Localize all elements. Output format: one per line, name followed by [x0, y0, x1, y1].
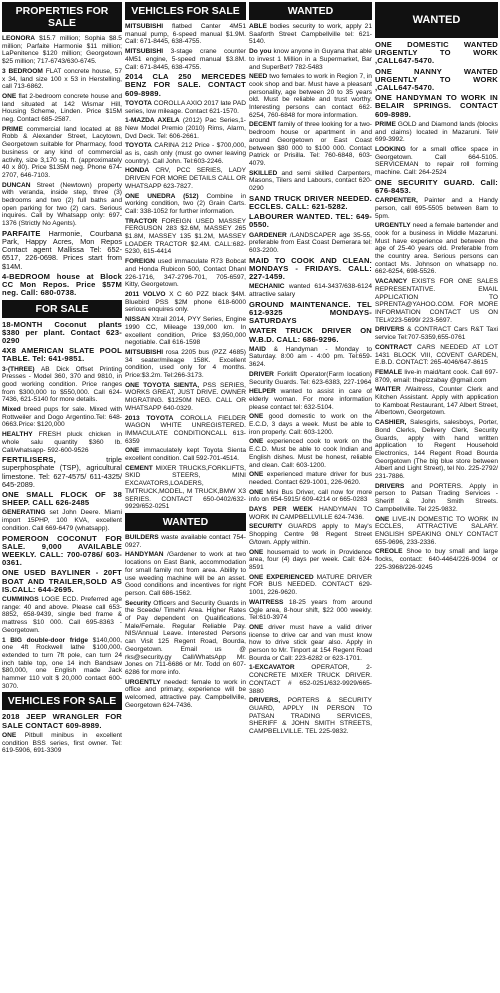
ad-body: Combine in working condition, two (2) Grain Carts. Call: 338-1052 for further information.: [125, 192, 246, 215]
classified-ad: [375, 344, 498, 367]
classified-ad: [2, 68, 122, 91]
classified-ad: [2, 126, 122, 180]
ad-body: /Waitress, Counter Clerk and Kitchen Assistant. Apply with application to Kamboat Restaurant, 147 Albert Street, Albertown, Georgetown.: [375, 386, 498, 417]
ad-body: /LANDSCAPER age 35-55, preferable from East Coast Demerara tel: 603-2200.: [249, 231, 372, 254]
ad-headline: ONE HANDYMAN TO WORK IN BELAIR SPRINGS. CONTACT 609-8989.: [375, 93, 498, 119]
classified-ad: [249, 549, 372, 572]
classified-ad: [249, 73, 372, 119]
classified-ad: [249, 599, 372, 622]
ad-headline: ONE: [249, 488, 264, 496]
ad-body: AB Dick Offset Printing Presses - Model 360, 370 and 9810, in good working condition. Price ranges from $300,000 to $550,000. Call 624-7436, 621-5140 for more details.: [2, 365, 122, 404]
section-header: WANTED: [375, 2, 498, 38]
ad-body: (2012) Pac Series,1- New Model Premio (2010) Rims, Alarm, Dvd Deck. Tel: 606-2661.: [125, 117, 246, 140]
classified-ad: [2, 35, 122, 66]
ad-headline: DRIVER: [249, 370, 274, 378]
classified-ad: [249, 664, 372, 695]
column-1: [2, 0, 122, 993]
classified-ad: [2, 366, 122, 405]
ad-headline: MAID TO COOK AND CLEAN. MONDAYS - FRIDAYS. CALL: 227-1459.: [249, 255, 372, 282]
classified-ad: [125, 291, 246, 314]
classified-ad: [375, 179, 498, 195]
ad-body: 3-stage crane counter 4M51 engine, 5-speed manual $3.8M. Call: 671-8445, 638-4755.: [125, 48, 246, 71]
classified-ad: [375, 386, 498, 417]
classified-ad: [125, 117, 246, 140]
ad-body: needed: female to work in office and primary, experience will be welcomed, attractive pay. Campbellville, Georgetown 624-7436.: [125, 678, 246, 709]
ad-headline: PARFAITE: [2, 228, 41, 238]
ad-headline: ONE: [249, 623, 264, 631]
classified-ad: [2, 347, 122, 363]
ad-headline: 1-EXCAVATOR: [249, 664, 295, 672]
classified-ad: [2, 596, 122, 635]
ad-body: FOREIGN USED MASSEY FERGUSON 283 $2.6M, MASSEY 265 $1.8M, MASSEY 135 $1.2M, MASSEY LOADER TRACTOR $2.4M. CALL:682-5230, 615-4414: [125, 217, 246, 256]
ad-headline: ONE: [125, 447, 140, 455]
ad-body: COROLLA AXIO 2017 late PAD series, low mileage. Contact 621-1570.: [125, 99, 246, 115]
classified-ad: [125, 193, 246, 216]
ad-headline: URGENTLY: [375, 222, 411, 230]
ad-headline: ONE: [2, 92, 17, 100]
classified-ad: [2, 431, 122, 454]
ad-headline: SECURITY: [249, 523, 283, 531]
ad-headline: FERTILISERS,: [2, 455, 56, 465]
ad-body: know anyone in Guyana that able to invest 1 Million in a Supermarket, Bar and SuperBet? 782-5483: [249, 48, 372, 71]
ad-headline: ONE: [249, 471, 264, 479]
ad-body: waste available contact 754-0927.: [125, 533, 246, 549]
ad-headline: HANDYMAN: [125, 551, 164, 559]
ad-body: GUARDS apply to May's Shopping Centre 98 Regent Street G/town. Apply within.: [249, 523, 372, 546]
ad-headline: SKILLED: [249, 169, 278, 177]
classified-ad: [375, 68, 498, 93]
ad-headline: ONE SECURITY GUARD. Call: 676-8453.: [375, 177, 498, 195]
ad-headline: ABLE: [249, 23, 267, 30]
ad-headline: FEMALE: [375, 368, 403, 376]
ad-headline: DRIVERS: [375, 482, 405, 490]
ad-body: bodies security to work, apply 21 Saaforth Street Campbellville tel: 621-5140.: [249, 23, 372, 46]
classified-ad: [125, 167, 246, 190]
classified-ad: [2, 491, 122, 507]
ad-headline: DRIVERS,: [249, 697, 281, 705]
ad-body: family of three looking for a two-bedroom house or apartment in and around Georgetown or East Coast between $80 000 to $100 000. Contact Patrick or Prisilla. Tel: 760-6848, 603-4079.: [249, 121, 372, 167]
ad-body: used immaculate R73 Bobcat and Honda Rubicon 500, Contact Dhanl 226-1716, 347-2796-701, 705-6597, Kitty, Georgetown.: [125, 258, 246, 289]
ad-headline: MAID: [249, 345, 266, 353]
ad-body: OPERATOR, 2- CONCRETE MIXER TRUCK DRIVER. CONTACT # 652-0251/632-9929/665-3880: [249, 664, 372, 695]
ad-headline: WATER TRUCK DRIVER ON W.B.D. CALL: 686-9296.: [249, 326, 372, 344]
classified-ad: [125, 23, 246, 46]
classified-ad: [125, 534, 246, 549]
section-header: FOR SALE: [2, 300, 122, 318]
classified-ad: [125, 218, 246, 257]
ad-body: GOLD and Diamond lands (blocks and claims) located in Mazaruni. Tel# 699-3992.: [375, 120, 498, 144]
ad-headline: Security: [125, 599, 152, 607]
classified-ad: [249, 438, 372, 469]
classified-ad: [375, 121, 498, 144]
classified-ad: [249, 471, 372, 486]
classified-ad: [375, 516, 498, 547]
classified-ad: [125, 316, 246, 347]
ad-headline: 4-BEDROOM house at Block CC Mon Repos. Price $57M neg. Call: 680-0738.: [2, 271, 122, 298]
ad-headline: MITSUBISHI: [125, 23, 164, 30]
ad-body: flatbed Canter 4M51 manual pump, 6-speed manual $1.9M. Call: 671-8445, 638-4755.: [125, 23, 246, 46]
ad-body: and semi skilled Carpenters, Masons, Tilers and Labours, contact 620-0290: [249, 169, 372, 193]
classified-ad: [375, 197, 498, 220]
ad-body: commercial land located at 88 Robb & Alexander Street, Lacytown, Georgetown suitable for Pharmacy, food business or any kind of commercial activity, size 3,170 sq. ft. (approximately 40 x 80). Price $135M neg. Phone 674-2707, 646-7103.: [2, 125, 122, 179]
ad-headline: NEED: [249, 73, 268, 81]
ad-body: for a small office space in Georgetown. Call 664-5105. SERVICEMAN to repair roll forming machine. Call: 264-2524: [375, 145, 498, 177]
ad-headline: HEALTHY: [2, 431, 33, 439]
classified-ad: [249, 257, 372, 282]
classified-ad: [2, 509, 122, 532]
ad-headline: HELPER: [249, 388, 276, 396]
classified-ad: [375, 548, 498, 571]
ad-body: need a female bartender and cook for a business in Middle Mazaruni. Must have experience and between the age of 25-40 years old. Preferable from the country area. Serious persons can contact Ms. Johnson on whatsapp no. 662-6254, 698-5526.: [375, 222, 498, 276]
ad-headline: Mixed: [2, 406, 21, 414]
ad-headline: VACANCY: [375, 278, 408, 286]
ad-body: 18-25 years from around Ogle area, 8-hour shift, $22 000 weekly. Tel:610-3974: [249, 598, 372, 622]
classified-ad: [125, 465, 246, 511]
ad-body: experienced mature driver for bus needed. Contact 629-1001, 226-9620.: [249, 471, 372, 486]
ad-body: immaculately kept Toyota Sienta excellent condition. Call 592-701-4514.: [125, 447, 246, 463]
classified-ad: [2, 732, 122, 755]
ad-headline: ONE TOYOTA SIENTA,: [125, 381, 200, 389]
classified-ad: [249, 213, 372, 229]
ad-headline: 4X8 AMERICAN SLATE POOL TABLE. Tel: 641-9851.: [2, 346, 122, 364]
column-3: [249, 0, 372, 993]
ad-body: Pitbull minibus in excellent condition BSS series, first owner. Tel: 619-5906, 691-3309: [2, 731, 122, 755]
section-header: VEHICLES FOR SALE: [125, 2, 246, 20]
classified-ad: [375, 41, 498, 66]
classified-ad: [375, 222, 498, 276]
ad-body: FLAT concrete house, 57 x 34, land size 100 x 53 in Herstelling, call 713-6862.: [2, 67, 122, 91]
section-header: WANTED: [125, 513, 246, 531]
classified-ad: [125, 349, 246, 380]
ad-headline: ONE DOMESTIC WANTED URGENTLY TO WORK ,CALL647-5470.: [375, 40, 498, 66]
classified-ad: [2, 182, 122, 228]
ad-headline: POMEROON COCONUT FOR SALE. 9,000 AVAILABLE WEEKLY. CALL: 700-0786/ 603-0361.: [2, 533, 122, 568]
ad-body: Forklift Operator(Farm location) Security Guards. Tel: 623-6383, 227-1964: [249, 370, 372, 386]
ad-headline: TOYOTA: [125, 142, 152, 150]
ad-body: /Gardener to work at two locations on East Bank, accommodation for small family not from area. Ability to use weeding machine will be an asset. Good conditions and incentives for right person. Call 686-1562.: [125, 551, 246, 597]
ad-body: live-in maid/tant cook. Call 697-8709, email: thepizzabay @gmail.com: [375, 368, 498, 384]
ad-headline: MITSUBISHI: [125, 48, 164, 56]
ad-headline: 2018 JEEP WRANGLER FOR SALE CONTACT 609-8989.: [2, 712, 122, 730]
ad-headline: CEMENT: [125, 464, 153, 472]
ad-headline: URGENTLY: [125, 678, 161, 686]
ad-headline: MITSUBISHI: [125, 348, 164, 356]
ad-headline: WAITRESS: [249, 598, 284, 606]
ad-headline: CASHIER,: [375, 419, 407, 427]
ad-body: CARINA 212 Price - $700,000, as is, cash only (must go owner leaving country). Call John. Tel:603-2246.: [125, 142, 246, 165]
ad-headline: LEONORA: [2, 35, 35, 42]
classified-ad: [249, 327, 372, 343]
ad-body: two females to work in Region 7, in cook shop and bar. Must have a pleasant personality, age between 20 to 35 years old. Must be reliable and trust worthy. Interesting persons can contact 662-6254, 760-6848 for more information.: [249, 73, 372, 119]
classified-ad: [249, 195, 372, 211]
ad-headline: CARPENTER,: [375, 197, 418, 205]
classified-ad: [2, 273, 122, 298]
ad-headline: TOYOTA: [125, 99, 152, 107]
ad-headline: CREOLE: [375, 548, 403, 556]
ad-headline: ONE: [249, 413, 264, 421]
ad-body: Officers and Security Guards in the Sceede/ Timehri Area. Higher Rates of Pay dependent on Qualifications. Male/Female. Regular Reliable Pay. NIS/Annual Leave. Interested Persons can Visit 125 Regent Road, Bourda, Georgetown. Email us @ rks@security.gy Call/WhatsApp Mr. Jones on 711-6686 or Mr. Todd on 607-6286 for more info.: [125, 599, 246, 676]
ad-body: $140,000, one 4ft Rockwell lathe $100,000, extended to turn 7ft pole, can turn 24 inch table top, one 14 inch Bandsaw $80,000, one English made Jack hammer 110 volt $ 20,000 contact 600-3070.: [2, 636, 122, 690]
ad-headline: 2013 TOYOTA: [125, 414, 174, 422]
classified-ad: [249, 624, 372, 663]
ad-headline: TRACTOR: [125, 217, 158, 225]
ad-body: wanted to assist in care of elderly woman. For more information please contact tel: 632-5104.: [249, 388, 372, 411]
classified-ad: [2, 637, 122, 691]
ad-headline: FOREIGN: [125, 258, 156, 266]
classified-ad: [125, 447, 246, 462]
ad-headline: GARDENER: [249, 231, 287, 239]
ad-headline: 2014 CLA 250 MERCEDES BENZ FOR SALE. CONTACT 609-8989.: [125, 72, 246, 98]
ad-headline: NISSAN: [125, 316, 150, 324]
ad-body: Mini Bus Driver, call now for more info on 654-5915/ 609-4214 or 665-0283: [249, 488, 372, 504]
classified-ad: [375, 146, 498, 177]
ad-body: Street (Newtown) property with veranda, inside step, three (3) bedrooms and two (2) full baths and open parking for two (2) cars. Serious inquires. Call by Whatsapp only: 697-1376 (Strictly No Agents).: [2, 181, 122, 228]
ad-headline: BUILDERS: [125, 533, 159, 541]
ad-body: rosa 2205 bus (PZZ 4685) 34 seater/mileage 158K. Excellent condition, used only for 4 months. Price:$3.2m. Tel:266-3173.: [125, 348, 246, 380]
ad-headline: CUMMINGS: [2, 596, 39, 603]
ad-headline: HONDA: [125, 167, 150, 175]
classified-ad: [125, 415, 246, 446]
section-header: PROPERTIES FOR SALE: [2, 2, 122, 32]
classified-ad: [2, 569, 122, 594]
classified-ad: [375, 419, 498, 481]
section-header: VEHICLES FOR SALE: [2, 692, 122, 710]
ad-body: housemaid to work in Providence area, four (4) days per week. Call: 624-8591: [249, 548, 372, 571]
ad-body: MIXER TRUCKS,FORKLIFTS, SKID STEERS, MINI EXCAVATORS,LOADERS, TMTRUCK,MODEL, M TRUCK,BMW X3 SERIES. CONTACT 650-0402/632-9929/652-0251: [125, 464, 246, 511]
classified-ad: [125, 100, 246, 115]
ad-body: breed pups for sale. Mixed with Rottweiler and Dogo Argentino.Tel: 648-0663.Price: $120,000: [2, 406, 122, 429]
classified-ad: [249, 48, 372, 71]
ad-headline: ONE UNEDRA (512): [125, 192, 199, 200]
ad-body: COROLLA FIELDER WAGON WHITE UNREGISTERED. IMMACULATE CONDITIONCALL 613-6359: [125, 414, 246, 445]
classified-ad: [249, 413, 372, 436]
classified-ad: [249, 523, 372, 546]
ad-headline: 1-MAZDA AXELA: [125, 117, 180, 125]
classified-ad: [375, 94, 498, 119]
column-4: [375, 0, 498, 993]
classified-ad: [125, 382, 246, 413]
classified-ad: [125, 679, 246, 710]
classified-ad: [249, 121, 372, 167]
classified-ad: [249, 574, 372, 597]
classified-ad: [375, 278, 498, 324]
classified-ad: [249, 697, 372, 736]
ad-headline: DUNCAN: [2, 181, 31, 189]
classified-ad: [375, 483, 498, 514]
ad-body: triple superphosphate (TSP), agricultural limestone. Tel: 627-4575/ 611-4325/ 645-2089.: [2, 455, 122, 489]
ad-headline: LOOKING: [375, 145, 406, 153]
ad-headline: 18-MONTH Coconut plants $380 per plant. Contact 623-0290: [2, 319, 122, 345]
classified-ad: [249, 23, 372, 46]
ad-body: experienced cook to work on the E.C.D. Must be able to cook Indian and English dishes. Must be honest, reliable and clean. Call: 603-1200.: [249, 438, 372, 469]
ad-body: LIVE-IN DOMESTIC TO WORK IN ECCLES, ATTRACTIVE SALARY. ENGLISH SPEAKING ONLY CONTACT 655-9696, 233-2336.: [375, 515, 498, 546]
classified-ad: [249, 346, 372, 369]
column-2: [125, 0, 246, 993]
ad-body: Harmonie, Courbana Park, Happy Acres, Mon Repos Contact agent Mallissa Tel: 652-6517, 226-0698. Prices start from $14M.: [2, 228, 122, 271]
ad-body: LOGE ECD. Preferred age range: 40 and above. Please call 653-8852, 658-9439, single bed frame & mattress $10 000. Call 695-8363 - Georgetown.: [2, 596, 122, 634]
ad-body: flat 2-bedroom concrete house and land situated at 142 Wismar Hill, Housing Scheme, Linden. Price $15M neg. Contact 685-2587.: [2, 92, 122, 124]
section-header: WANTED: [249, 2, 372, 20]
classified-ad: [2, 535, 122, 568]
ad-body: CARS NEEDED AT LOT 1431 BLOCK VIII, COVENT GARDEN, E.B.D. CONTACT: 265-4046/647-8615: [375, 343, 498, 367]
ad-headline: ONE NANNY WANTED URGENTLY TO WORK ,CALL647-5470.: [375, 66, 498, 93]
ad-headline: LABOURER WANTED. TEL: 649-0550.: [249, 212, 372, 230]
ad-headline: GROUND MAINTENANCE. TEL 612-9325 MONDAYS-SATURDAYS: [249, 299, 372, 326]
ad-body: Xtrail 2014, PYY Series, Engine 1990 CC, Mileage 139,000 km. In excellent condition, Price $3,950,000 negotiable. Call 616-1598: [125, 316, 246, 347]
classified-ad: [125, 551, 246, 597]
ad-body: Shoe to buy small and large flocks, contact: 640-4464/226-9094 or 225-3968/226-9245: [375, 548, 498, 571]
classified-ad: [2, 93, 122, 124]
ad-headline: CONTRACT: [375, 343, 412, 351]
ad-headline: GENERATING: [2, 509, 46, 517]
ad-body: MATURE DRIVER FOR BUS NEEDED. CONTACT 629-1001, 226-9620.: [249, 573, 372, 597]
classified-ad: [249, 170, 372, 193]
ad-body: X C 60 PZZ black $4M. Bluebird PSS $2M phone 618-6000 serious enquires only.: [125, 291, 246, 314]
ad-body: EXISTS FOR ONE SALES REPRESENTATIVE. EMAIL APPLICATION TO SPRENTA@YAHOO.COM. FOR MORE INFORMATION CONTACT US ON TEL#223-5699/ 223-5697.: [375, 278, 498, 324]
ad-headline: DECENT: [249, 121, 277, 129]
ad-headline: PRIME: [2, 125, 23, 133]
classified-ad: [125, 258, 246, 289]
ad-body: and PORTERS. Apply in person to Patsan Trading Services - Sheriff & John Smith Streets. Campbellville. Tel 225-9832.: [375, 482, 498, 513]
classified-ad: [125, 600, 246, 677]
ad-body: FRESH pluck chicken in whole salu quantity $360 lb. Call/whatsapp- 592-600-9526: [2, 431, 122, 454]
classified-ad: [249, 283, 372, 298]
ad-headline: ONE EXPERIENCED: [249, 573, 314, 581]
ad-headline: ONE USED BAYLINER - 20FT BOAT AND TRAILER,SOLD AS IS.CALL: 644-2695.: [2, 568, 122, 594]
classified-ad: [2, 456, 122, 489]
ad-body: PSS SERIES, WORKS GREAT, JUST DRIVE. OWNER MIGRATING. $1250M NEG. CALL OR WHATSAPP 640-0329.: [125, 381, 246, 412]
classified-ad: [249, 371, 372, 386]
ad-body: & Handyman - Monday to Saturday. 8:00 am - 4:00 pm. Tel:659-3624.: [249, 345, 372, 369]
ad-body: driver must have a valid driver license to drive car and van must know how to drive stick gear also. Apply in person to Mr. Tinport at 154 Regent Road Bourda or Call: 223-6282 or 623-1701.: [249, 623, 372, 662]
ad-headline: WAITER: [375, 386, 401, 394]
ad-body: PORTERS & SECURITY GUARD, APPLY IN PERSON TO PATSAN TRADING SERVICES, SHERIFF & JOHN SMITH STREETS, CAMPBELLVILLE. TEL 225-9832.: [249, 697, 372, 736]
classified-ad: [249, 506, 372, 521]
ad-body: & CONTRACT Cars R&T Taxi service Tel:707-5359,655-0761: [375, 326, 498, 342]
ad-headline: 3-(THREE): [2, 365, 35, 373]
ad-headline: ONE: [2, 731, 17, 739]
classified-ad: [125, 48, 246, 71]
classified-ad: [125, 73, 246, 98]
classified-ad: [2, 321, 122, 346]
ad-headline: ONE: [249, 438, 264, 446]
ad-headline: ONE: [249, 548, 264, 556]
ad-headline: ONE SMALL FLOCK OF 38 SHEEP. CALL 626-2485: [2, 490, 122, 508]
ad-headline: DRIVERS: [375, 326, 405, 334]
ad-headline: ONE: [375, 515, 390, 523]
classified-ad: [2, 230, 122, 271]
ad-body: Painter and a Handy person, call 695-5505 between 8am to 5pm.: [375, 197, 498, 220]
ad-body: CRV, PCC SERIES, LADY DRIVEN FOR MORE DETAILS CALL OR WHATSAPP 623-7827.: [125, 167, 246, 190]
ad-headline: DAYS PER WEEK: [249, 506, 313, 514]
ad-body: $15.7 million; Sophia $8.5 million; Parfaite Harmonie $11 million; LaPenitence $120 million; Georgetown $25 million; 717-6743/630-6745.: [2, 35, 122, 66]
ad-body: set John Deere. Miami import 15PHP, 100 KVA, excellent condition. Call 669-6479 (whatsapp).: [2, 509, 122, 532]
classified-ad: [249, 301, 372, 326]
classified-ad: [2, 406, 122, 429]
ad-headline: PRIME: [375, 120, 396, 128]
ad-body: good domestic to work on the E.C.D, 3 days a week. Must be able to iron properly. Call: 603-1200.: [249, 413, 372, 436]
classified-ad: [249, 489, 372, 504]
ad-body: HANDYMAN TO WORK IN CAMPBELLVILLE 624-7436.: [249, 506, 372, 521]
classified-ad: [375, 369, 498, 384]
ad-headline: 1 BIG double-door fridge: [2, 636, 89, 644]
classified-ad: [375, 326, 498, 341]
ad-headline: MECHANIC: [249, 283, 285, 291]
ad-headline: 2011 VOLVO: [125, 291, 166, 298]
ad-body: wanted 614-3437/638-6124 attractive salary: [249, 283, 372, 298]
ad-body: Salesgirls, salesboys, Porter, Bond Clerks, Delivery Clerk, Security Guards, apply with hand written application to Regent Household Electronics, 144 Regent Road Bourda Georgetown (The big blue store between Albert and Light Street), tel No. 225-2792/ 231-7886.: [375, 419, 498, 481]
classified-ad: [249, 388, 372, 411]
classified-ad: [125, 142, 246, 165]
classified-ad: [2, 713, 122, 729]
ad-headline: SAND TRUCK DRIVER NEEDED. ECCLES. CALL: 621-5282.: [249, 193, 372, 211]
classified-ad: [249, 232, 372, 255]
ad-headline: Do you: [249, 48, 272, 56]
ad-headline: 3 BEDROOM: [2, 67, 43, 75]
